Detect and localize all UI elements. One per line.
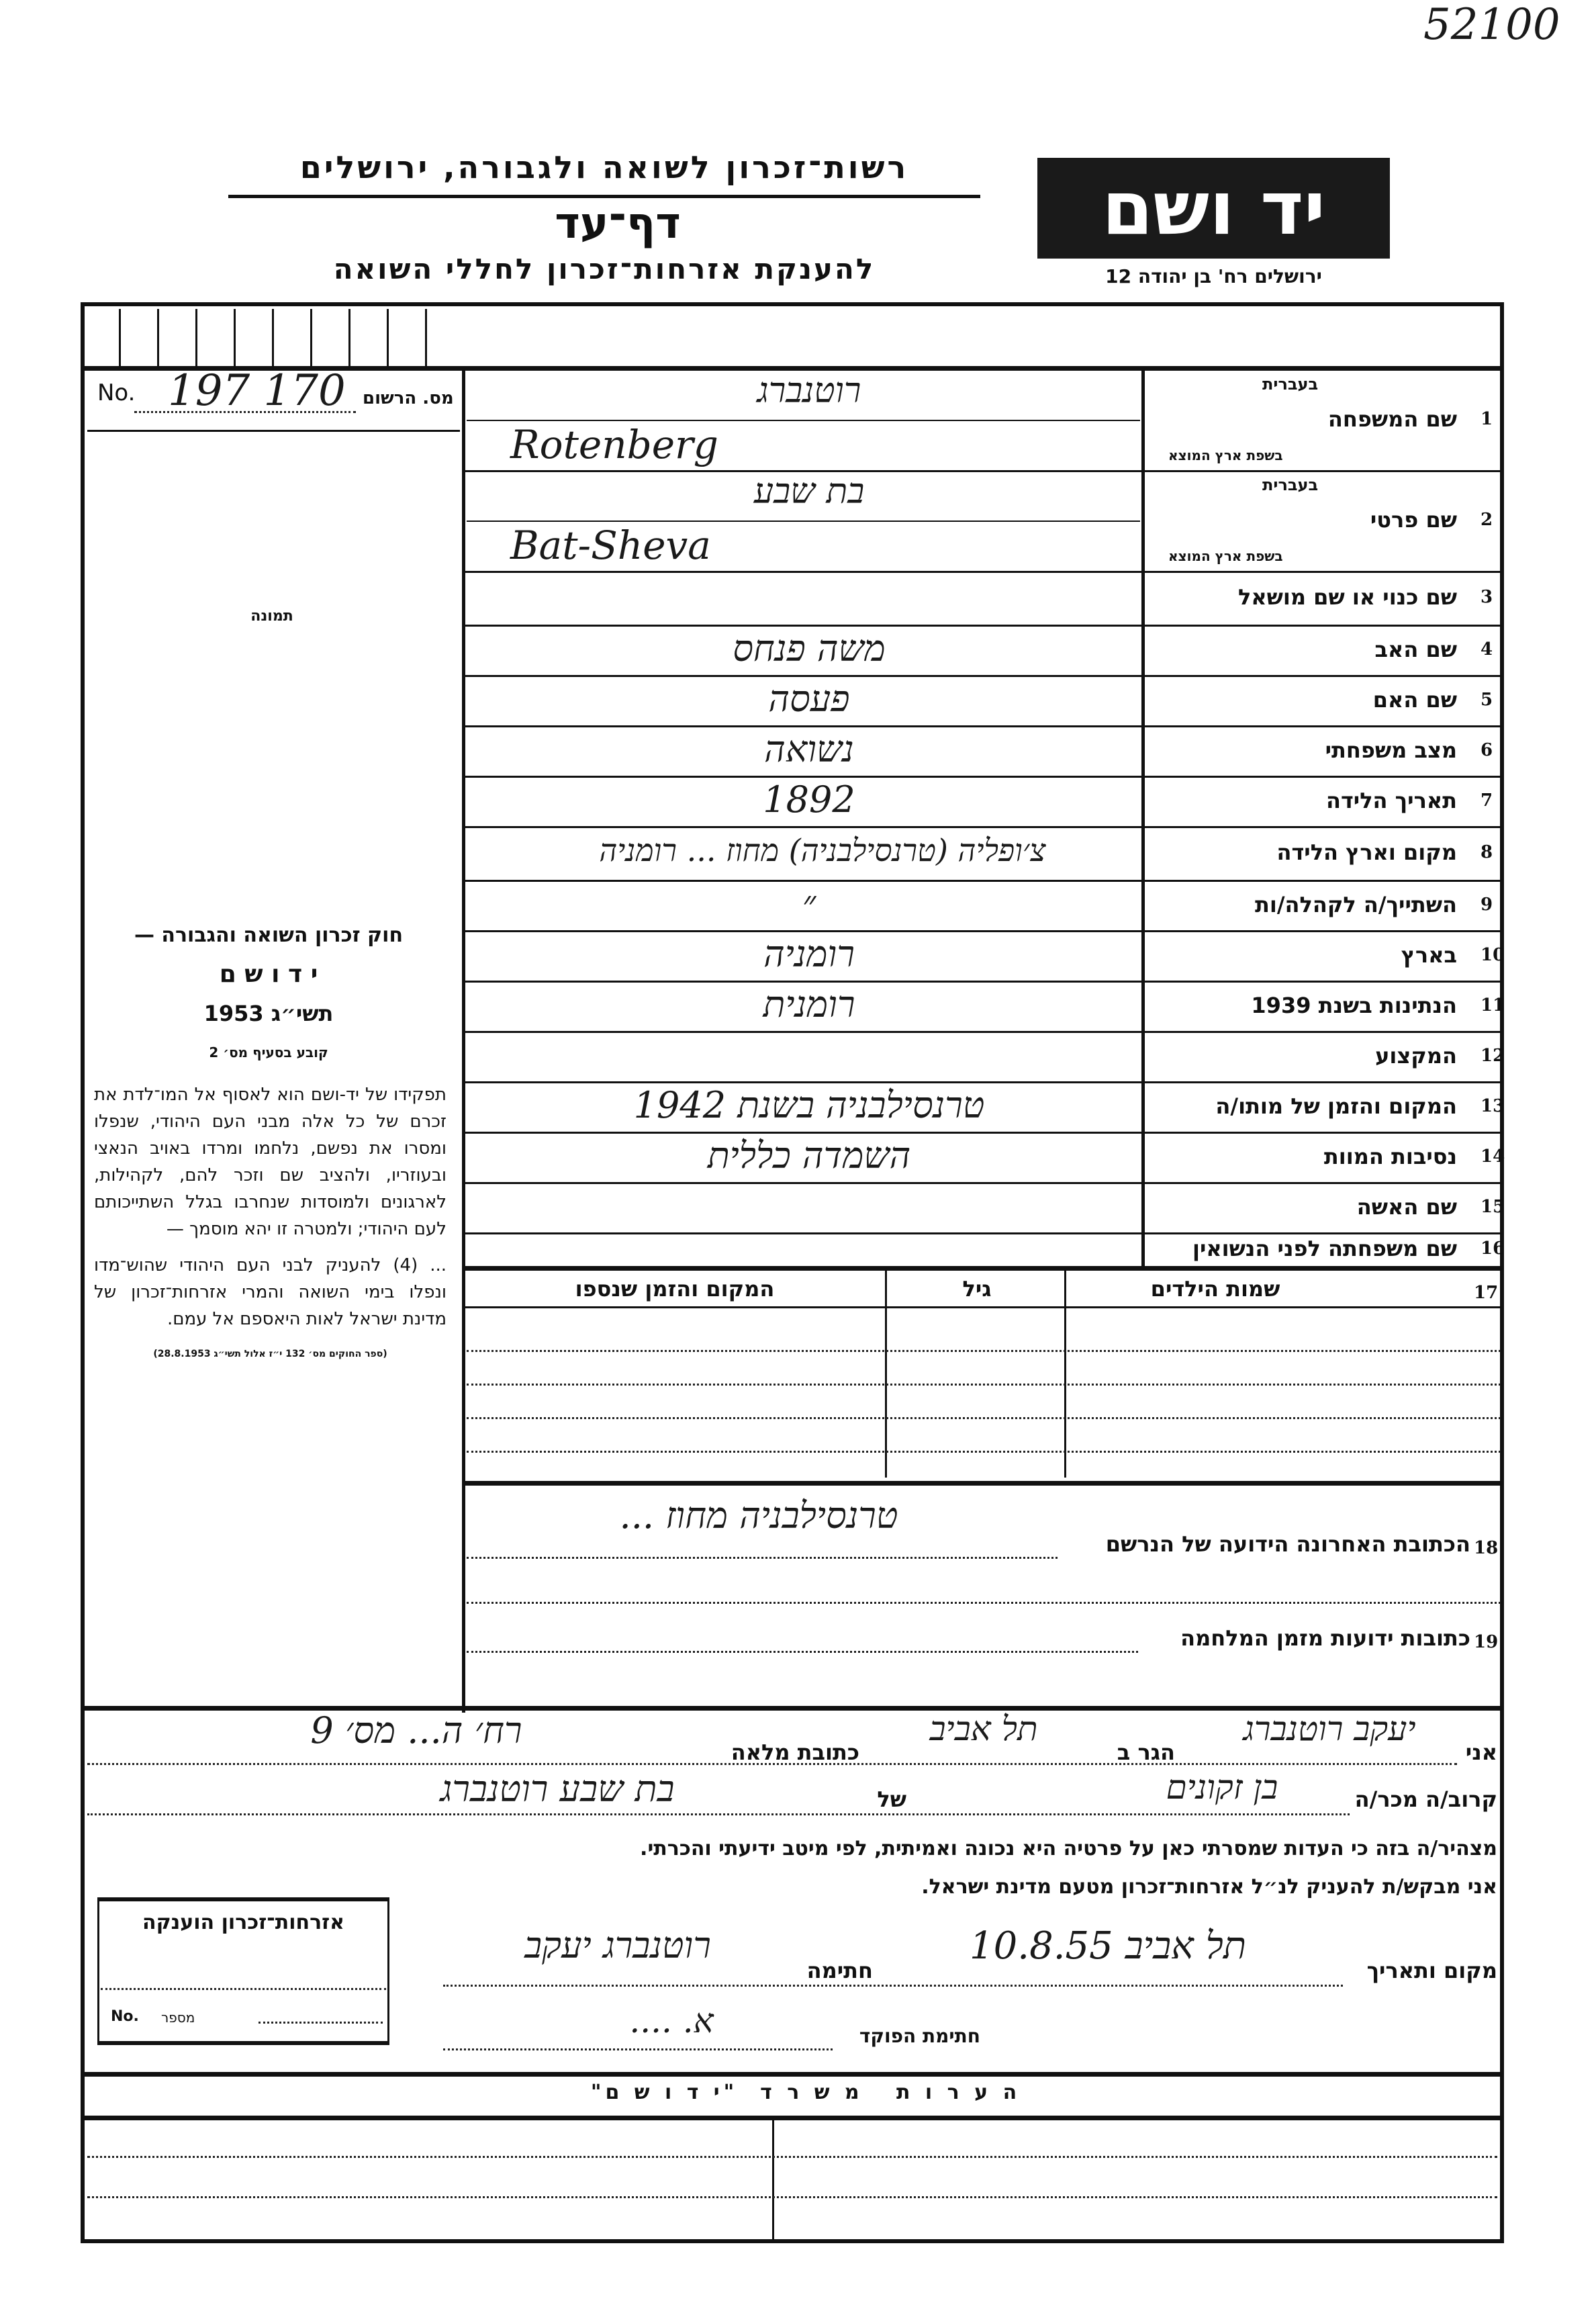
children-divider-2 — [885, 1269, 887, 1478]
children-col-names: שמות הילדים — [1150, 1276, 1280, 1302]
decl-place-date-label: מקום ותאריך — [1366, 1958, 1497, 1983]
children-divider-1 — [1064, 1269, 1066, 1478]
notes-top-line — [81, 2072, 1504, 2077]
notes-line — [87, 2156, 1497, 2158]
row-divider — [463, 1132, 1504, 1134]
field-number-2: 2 — [1481, 510, 1493, 530]
field-label: שם פרטי — [1370, 507, 1457, 533]
field-number-13: 13 — [1481, 1095, 1505, 1116]
decl-line-2 — [87, 1813, 1350, 1815]
field-value-foreign: Rotenberg — [510, 422, 718, 467]
strip-tick — [387, 309, 389, 366]
field-value-foreign: Bat-Sheva — [510, 523, 711, 568]
children-header-line — [463, 1306, 1504, 1308]
field-number-14: 14 — [1481, 1146, 1505, 1167]
field-value-13: טרנסילבניה בשנת 1942 — [633, 1084, 985, 1126]
field-number-19: 19 — [1474, 1632, 1499, 1652]
field-label: שם האשה — [1356, 1193, 1457, 1220]
field-value-6: נשואה — [764, 728, 854, 770]
field-value-hebrew: רוטנברג — [757, 371, 861, 411]
field-number-9: 9 — [1481, 894, 1493, 915]
field-value-7: 1892 — [763, 778, 855, 821]
field-label: שם האם — [1372, 686, 1457, 713]
row-divider — [463, 826, 1504, 828]
children-col-age: גיל — [962, 1276, 992, 1302]
children-row-line — [467, 1350, 1501, 1352]
yad-vashem-logo — [1037, 158, 1390, 259]
field-label: שם כנוי או שם מושאל — [1237, 584, 1457, 610]
children-row-line — [467, 1451, 1501, 1453]
header-underline — [228, 195, 980, 198]
field-value-8: צ׳ופליה (טרנסילבניה) מחוז ... רומניה — [599, 832, 1046, 868]
strip-tick — [272, 309, 274, 366]
registration-no-label: No. — [97, 379, 136, 406]
form-subtitle: להענקת אזרחות־זכרון לחללי השואה — [333, 253, 876, 285]
registration-number: 197 170 — [168, 366, 346, 416]
field-value-9: ״ — [802, 883, 816, 925]
strip-tick — [425, 309, 427, 366]
law-year: תשי״ג 1953 — [203, 1001, 334, 1026]
field-sub-foreign: בשפת ארץ המוצא — [1168, 548, 1283, 564]
field-number-6: 6 — [1481, 739, 1493, 760]
field-label: בארץ — [1401, 942, 1457, 968]
law-citation: (ספר החוקים מס׳ 132 י״ז אלול תשי״ג 28.8.1953) — [153, 1349, 387, 1359]
row-divider — [463, 625, 1504, 627]
field-label: שם האב — [1374, 636, 1457, 662]
decl-officer-label: חתימת הפוקד — [859, 2025, 980, 2047]
row-divider — [463, 675, 1504, 677]
registration-hebrew-label: מס. הרשום — [363, 388, 454, 408]
decl-relative-label: קרוב/ה מכר/ה — [1354, 1787, 1497, 1812]
row-divider — [463, 571, 1504, 573]
field-number-4: 4 — [1481, 639, 1493, 660]
notes-line — [87, 2196, 1497, 2198]
decl-i-label: אני — [1465, 1739, 1497, 1765]
field-sub-hebrew: בעברית — [1262, 476, 1319, 494]
law-paragraph-2: ... (4) להעניק לבני העם היהודי שהוש־מדו ונפלו בימי השואה והמרי אזרחות־זכרון של מדינת ישראל לאות היאספם אל עמם. — [94, 1255, 447, 1329]
decl-request: אני מבקש/ת להעניק לנ״ל אזרחות־זכרון מטעם מדינת ישראל. — [921, 1875, 1497, 1899]
field-value-5: פעסה — [768, 678, 850, 720]
field-sub-foreign: בשפת ארץ המוצא — [1168, 447, 1283, 463]
last-address-line-2 — [467, 1602, 1501, 1604]
decl-line-1 — [87, 1763, 1457, 1765]
row-divider — [463, 981, 1504, 983]
notes-divider — [772, 2119, 774, 2243]
field-number-18: 18 — [1474, 1538, 1499, 1558]
form-title: דף־עד — [555, 199, 681, 248]
certificate-no-label: No. — [111, 2008, 139, 2025]
last-address-line — [467, 1557, 1058, 1559]
decl-place-date: תל אביב 10.8.55 — [970, 1924, 1246, 1968]
row-divider — [463, 1182, 1504, 1184]
field-label: המקום והזמן של מותו/ה — [1215, 1093, 1457, 1119]
strip-tick — [310, 309, 312, 366]
field-label: המקצוע — [1375, 1042, 1457, 1069]
decl-officer-signature: א. .... — [629, 2001, 714, 2040]
field-number-8: 8 — [1481, 842, 1493, 862]
law-text — [94, 1081, 447, 1359]
certificate-number-label: מספר — [161, 2009, 195, 2026]
field-value-hebrew: בת שבע — [753, 471, 865, 512]
field-label: מצב משפחתי — [1325, 737, 1457, 763]
children-col-place-time: המקום והזמן שנספו — [575, 1276, 775, 1302]
field-number-5: 5 — [1481, 689, 1493, 710]
decl-of-name: בת שבע רוטנברג — [440, 1768, 675, 1810]
row-divider — [463, 880, 1504, 882]
decl-full-address: רח׳ ה... מס׳ 9 — [310, 1709, 522, 1752]
logo-text: יד ושם — [1101, 165, 1326, 251]
decl-line-4 — [443, 2048, 833, 2050]
address: ירושלים רח' בן יהודה 12 — [1105, 265, 1322, 287]
children-top-line — [463, 1266, 1504, 1271]
field-number-7: 7 — [1481, 790, 1493, 811]
row-divider — [463, 1031, 1504, 1033]
field-value-10: רומניה — [763, 933, 855, 975]
field-number-1: 1 — [1481, 409, 1493, 429]
field-label: הנתינות בשנת 1939 — [1251, 992, 1457, 1018]
certificate-line — [101, 1988, 386, 1990]
field-value-4: משה פנחס — [733, 627, 886, 670]
decl-signature-label: חתימה — [806, 1958, 873, 1983]
registration-underline — [87, 430, 460, 432]
field-label: תאריך הלידה — [1325, 787, 1457, 813]
archive-number: 52100 — [1423, 0, 1560, 50]
field-number-17: 17 — [1474, 1283, 1499, 1303]
row-divider — [463, 725, 1504, 727]
row-divider — [463, 776, 1504, 778]
row-divider — [463, 1081, 1504, 1083]
law-clause: קובע בסעיף מס׳ 2 — [209, 1044, 328, 1060]
decl-full-address-label: כתובת מלאה — [731, 1739, 859, 1765]
institution-name: רשות־זכרון לשואה ולגבורה, ירושלים — [299, 149, 909, 185]
strip-tick — [195, 309, 197, 366]
decl-of-label: של — [877, 1787, 906, 1812]
field-number-11: 11 — [1481, 995, 1505, 1015]
office-notes-title: ה ע ר ו ת מ ש ר ד "י ד ו ש ם" — [590, 2081, 1021, 2104]
decl-statement: מצהיר/ה בזה כי העדות שמסרתי כאן על פרטיה היא נכונה ואמיתית, לפי מיטב ידיעתי והכרתי. — [640, 1837, 1497, 1860]
field-value-14: השמדה כללית — [707, 1134, 911, 1177]
notes-header-line — [81, 2116, 1504, 2120]
field-label: מקום וארץ הלידה — [1276, 840, 1457, 865]
row-divider — [463, 930, 1504, 932]
war-addresses-line — [467, 1651, 1138, 1653]
decl-witness-name: יעקב רוטנברג — [1243, 1709, 1416, 1748]
strip-tick — [234, 309, 236, 366]
field-number-16: 16 — [1481, 1238, 1505, 1259]
war-addresses-label: כתובות ידועות מזמן המלחמה — [1180, 1625, 1470, 1651]
field-value-11: רומנית — [763, 983, 855, 1026]
decl-line-3 — [443, 1985, 1343, 1987]
children-row-line — [467, 1417, 1501, 1419]
field-label: שם המשפחה — [1327, 406, 1457, 432]
children-bottom-line — [463, 1481, 1504, 1486]
decl-relation: בן זקונים — [1166, 1768, 1278, 1807]
law-name: י ד ו ש ם — [219, 960, 318, 988]
photo-label: תמונה — [250, 608, 293, 625]
field-number-15: 15 — [1481, 1196, 1505, 1217]
decl-city: תל אביב — [929, 1709, 1038, 1748]
decl-resides-label: הגר ב — [1117, 1739, 1175, 1765]
certificate-title: אזרחות־זכרון הוענקה — [142, 1911, 345, 1934]
field-number-10: 10 — [1481, 944, 1505, 965]
field-label: נסיבות המוות — [1323, 1143, 1457, 1169]
decl-signature: רוטנברג יעקב — [524, 1924, 711, 1967]
last-address-label: הכתובת האחרונה הידועה של הנרשם — [1105, 1531, 1470, 1557]
last-address-value: טרנסילבניה מחוז ... — [619, 1494, 898, 1537]
strip-tick — [119, 309, 121, 366]
field-number-12: 12 — [1481, 1045, 1505, 1066]
field-label: השתייך/ה לקהלה/ות — [1254, 891, 1457, 917]
strip-tick — [348, 309, 350, 366]
field-number-3: 3 — [1481, 587, 1493, 607]
row-divider — [463, 1232, 1504, 1234]
strip-tick — [157, 309, 159, 366]
certificate-number-line — [259, 2022, 383, 2024]
field-label: שם משפחתה לפני הנשואין — [1192, 1236, 1457, 1261]
field-sub-hebrew: בעברית — [1262, 375, 1319, 394]
children-row-line — [467, 1384, 1501, 1386]
law-title: חוק זכרון השואה והגבורה — — [134, 923, 404, 947]
law-paragraph-1: תפקידו של יד-ושם הוא לאסוף אל המו־לדת את זכרם של כל אלה מבני העם היהודי, שנפלו ומסרו את נפשם, נלחמו ומרדו באויב הנאצי ובעוזריו, ולהציב שם וזכר להם, לקהילות, לארגונים ולמוסדות שנחרבו בגלל השתייכותם לעם היהודי; ולמטרה זו יהא מוסמך — — [94, 1085, 447, 1239]
